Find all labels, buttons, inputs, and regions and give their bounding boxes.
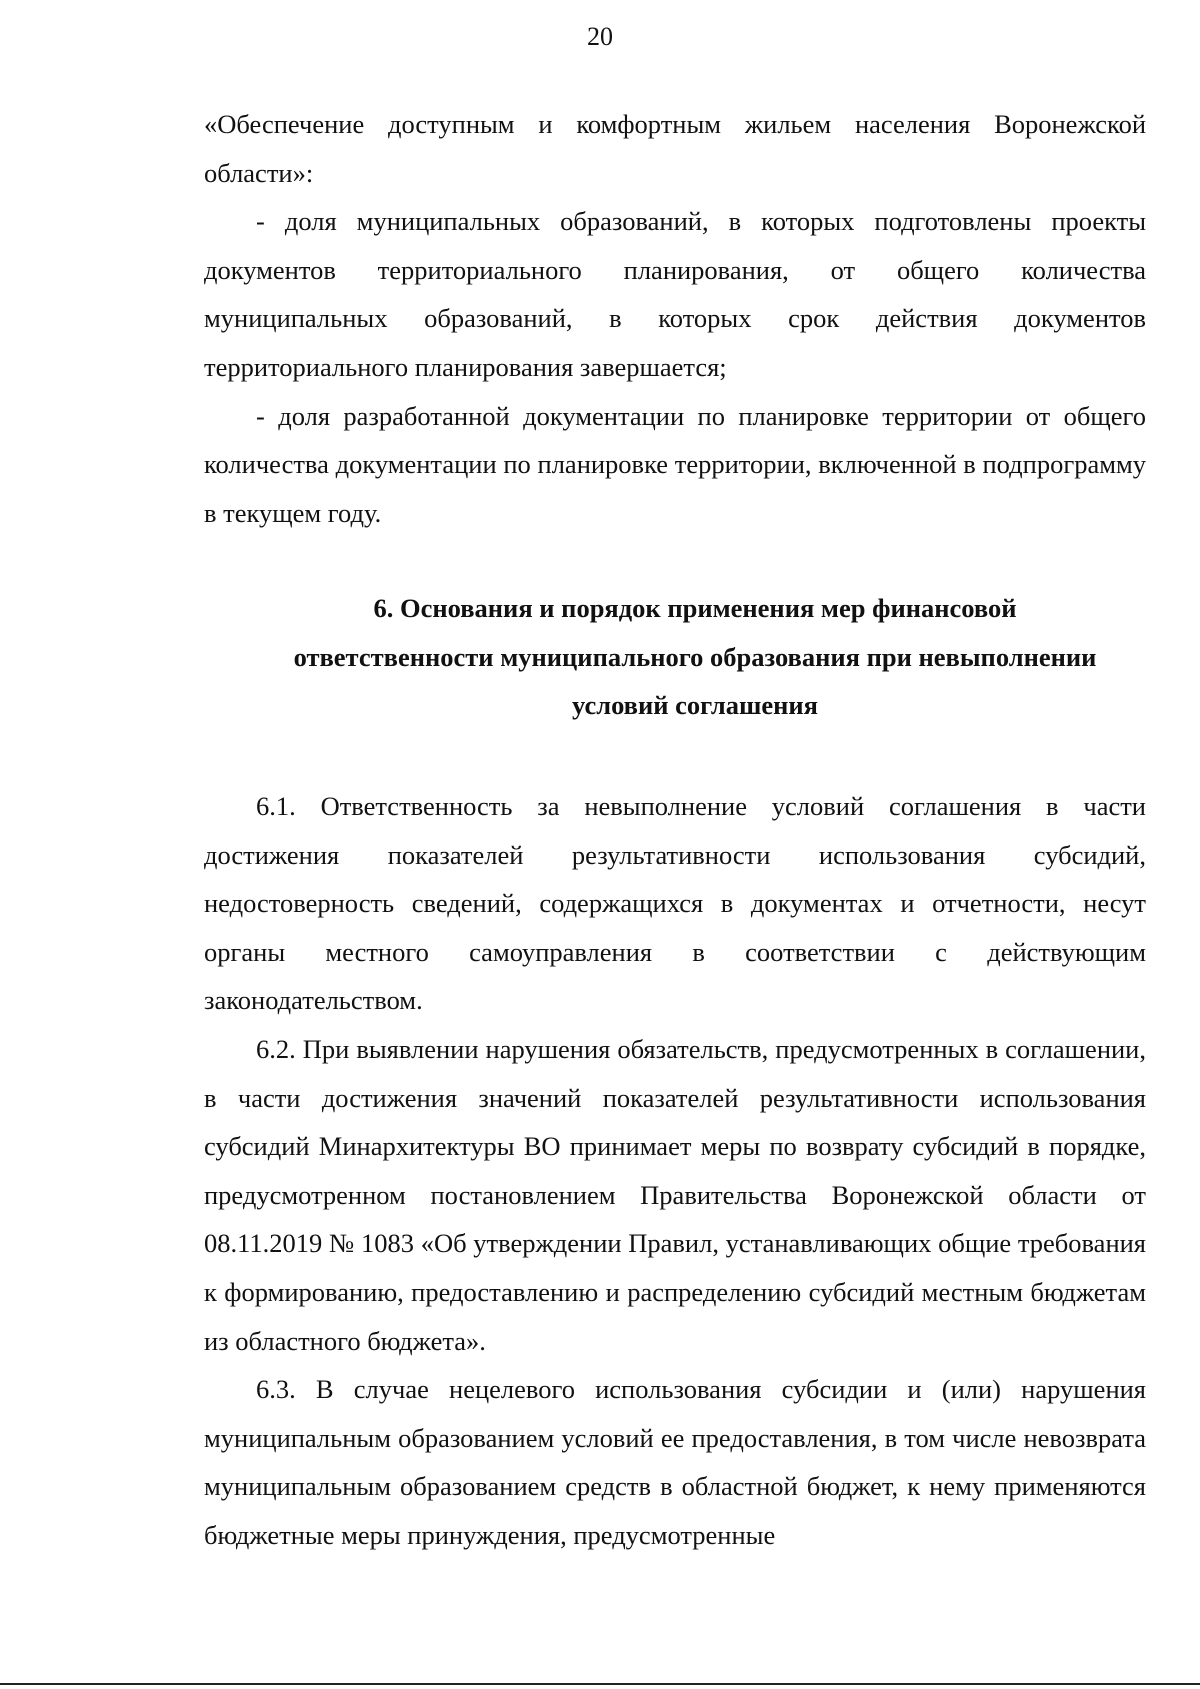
section-heading-line: 6. Основания и порядок применения мер финансовой (373, 593, 1017, 623)
section-heading-line: ответственности муниципального образования при невыполнении (293, 641, 1097, 672)
bullet-item: - доля разработанной документации по планировке территории от общего количества документации по планировке территории, включенной в подпрограмму в текущем году. (204, 400, 1146, 528)
section-heading-line: условий соглашения (572, 690, 818, 721)
intro-lead: «Обеспечение доступным и комфортным жильем населения Воронежской области»: (204, 109, 1146, 188)
bullet-item: - доля муниципальных образований, в которых подготовлены проекты документов территориального планирования, от общего количества муниципальных образований, в которых срок действия документов территориального планирования завершается; (204, 206, 1146, 382)
section-body (204, 782, 1146, 1560)
section-heading (230, 584, 1160, 730)
section-paragraph: 6.3. В случае нецелевого использования субсидии и (или) нарушения муниципальным образованием условий ее предоставления, в том числе невозврата муниципальным образованием средств в областной бюджет, к нему применяются бюджетные меры принуждения, предусмотренные (204, 1374, 1146, 1550)
bottom-edge-line (0, 1683, 1200, 1685)
page-number: 20 (587, 22, 613, 51)
intro-block (204, 100, 1146, 537)
section-paragraph: 6.2. При выявлении нарушения обязательств, предусмотренных в соглашении, в части достижения значений показателей результативности использования субсидий Минархитектуры ВО принимает меры по возврату субсидий в порядке, предусмотренном постановлением Правительства Воронежской области от 08.11.2019 № 1083 «Об утверждении Правил, устанавливающих общие требования к формированию, предоставлению и распределению субсидий местным бюджетам из областного бюджета». (204, 1033, 1146, 1356)
section-paragraph: 6.1. Ответственность за невыполнение условий соглашения в части достижения показателей результативности использования субсидий, недостоверность сведений, содержащихся в документах и отчетности, несут органы местного самоуправления в соответствии с действующим законодательством. (204, 791, 1146, 1016)
